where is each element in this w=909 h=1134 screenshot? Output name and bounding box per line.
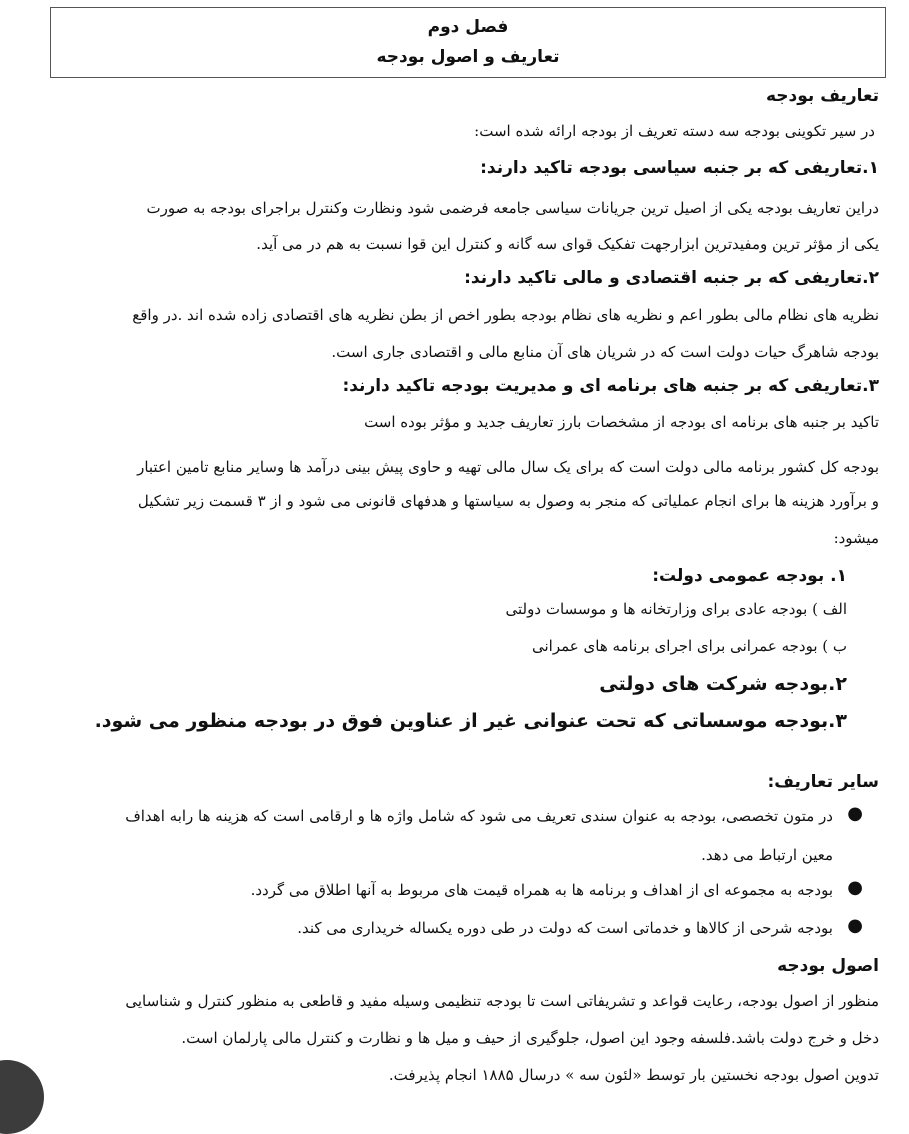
principles-line-3: تدوین اصول بودجه نخستین بار توسط «لئون سه » درسال ۱۸۸۵ انجام پذیرفت. <box>388 1066 879 1084</box>
chapter-heading: فصل دوم <box>427 17 509 37</box>
principles-line-1: منظور از اصول بودجه، رعایت قواعد و تشریفاتی است تا بودجه تنظیمی وسیله مفید و قاطعی به منظور کنترل و شناسایی <box>125 992 879 1010</box>
political-heading: ۱.تعاریفی که بر جنبه سیاسی بودجه تاکید دارند: <box>480 158 879 178</box>
program-heading: ۳.تعاریفی که بر جنبه های برنامه ای و مدیریت بودجه تاکید دارند: <box>342 376 879 396</box>
other-bullet-1-line-2: معین ارتباط می دهد. <box>701 846 833 864</box>
principles-line-2: دخل و خرج دولت باشد.فلسفه وجود این اصول، جلوگیری از حیف و میل ها و نظارت و کنترل مالی پارلمان است. <box>181 1029 879 1047</box>
bullet-icon: ● <box>847 915 863 936</box>
general-budget-item-b: ب ) بودجه عمرانی برای اجرای برنامه های عمرانی <box>532 637 847 655</box>
other-bullet-1-line-1: در متون تخصصی، بودجه به عنوان سندی تعریف می شود که شامل واژه ها و ارقامی است که هزینه ها رابه اهداف <box>125 807 833 825</box>
chapter-title: تعاریف و اصول بودجه <box>376 47 560 67</box>
economic-line-2: بودجه شاهرگ حیات دولت است که در شریان های آن منابع مالی و اقتصادی جاری است. <box>331 343 879 361</box>
program-line-1: تاکید بر جنبه های برنامه ای بودجه از مشخصات بارز تعاریف جدید و مؤثر بوده است <box>364 413 879 431</box>
definitions-intro: در سیر تکوینی بودجه سه دسته تعریف از بودجه ارائه شده است: <box>474 122 875 140</box>
political-line-2: یکی از مؤثر ترین ومفیدترین ابزارجهت تفکیک قوای سه گانه و کنترل این قوا نسبت به هم در می آید. <box>256 235 879 253</box>
program-line-4: میشود: <box>833 529 879 547</box>
companies-budget-heading: ۲.بودجه شرکت های دولتی <box>599 673 847 695</box>
principles-heading: اصول بودجه <box>777 956 879 976</box>
program-line-3: و برآورد هزینه ها برای انجام عملیاتی که منجر به وصول به سیاستها و هدفهای قانونی می شود و از ۳ قسمت زیر تشکیل <box>137 492 879 510</box>
political-line-1: دراین تعاریف بودجه یکی از اصیل ترین جریانات سیاسی جامعه فرضمی شود ونظارت وکنترل براجرای بودجه به صورت <box>146 199 879 217</box>
economic-heading: ۲.تعاریفی که بر جنبه اقتصادی و مالی تاکید دارند: <box>464 268 879 288</box>
other-definitions-heading: سایر تعاریف: <box>767 772 879 792</box>
general-budget-heading: ۱. بودجه عمومی دولت: <box>652 566 847 586</box>
economic-line-1: نظریه های نظام مالی بطور اعم و نظریه های نظام بودجه بطور اخص از بطن نظریه های اقتصادی زاده شده اند .در واقع <box>132 306 879 324</box>
program-line-2: بودجه کل کشور برنامه مالی دولت است که برای یک سال مالی تهیه و حاوی پیش بینی درآمد ها وسایر منابع تامین اعتبار <box>137 458 879 476</box>
general-budget-item-a: الف ) بودجه عادی برای وزارتخانه ها و موسسات دولتی <box>505 600 847 618</box>
institutions-budget-heading: ۳.بودجه موسساتی که تحت عنوانی غیر از عناوین فوق در بودجه منظور می شود. <box>94 710 847 732</box>
definitions-heading: تعاریف بودجه <box>765 86 879 106</box>
other-bullet-3: بودجه شرحی از کالاها و خدماتی است که دولت در طی دوره یکساله خریداری می کند. <box>297 919 833 937</box>
bullet-icon: ● <box>847 877 863 898</box>
other-bullet-2: بودجه به مجموعه ای از اهداف و برنامه ها به همراه قیمت های مربوط به آنها اطلاق می گردد. <box>250 881 833 899</box>
bullet-icon: ● <box>847 803 863 824</box>
chapter-title-box <box>50 7 886 78</box>
